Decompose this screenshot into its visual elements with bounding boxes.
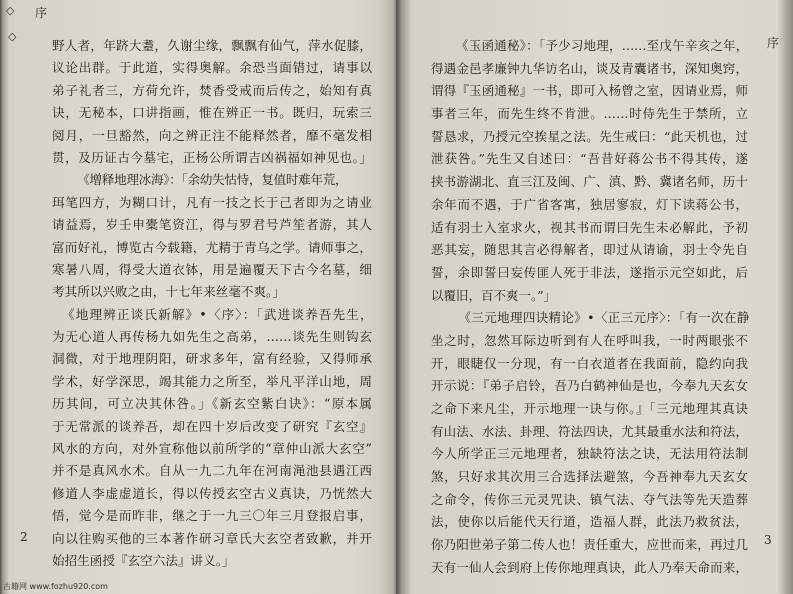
text-line: 为无心道人再传杨九如先生之高弟，……谈先生则钩玄 <box>52 329 372 345</box>
text-line: 事者三年，而先生终不肯泄。……时侍先生于禁所，立 <box>431 106 748 122</box>
text-line: 诀，无秘本，口讲指画，惟在辨正一书。既归，玩索三 <box>52 105 372 121</box>
text-line: 誓，余即誓曰妄传匪人死于非法，遂指示元空如此，后 <box>431 264 748 280</box>
text-line: 今人所学正三元地理者，独缺符法之诀，无法用符法制 <box>431 446 748 462</box>
diamond-ornament: ◇ <box>8 30 17 43</box>
text-line: 洞微，对于地理阴阳，研求多年，富有经验，又得师承 <box>52 351 372 367</box>
running-header: 序 <box>35 6 48 20</box>
left-page <box>0 0 396 594</box>
text-line: 之命下来凡尘，开示地理一诀与你。』「三元地理其真诀 <box>431 401 748 416</box>
text-line: 向以往购买他的三本著作研习章氏大玄空者致歉，并开 <box>52 530 372 546</box>
text-line: 法，使你以后能代天行道，造福人群，此法乃救贫法， <box>431 514 748 530</box>
text-line: 得遇金邑孝廉钟九华访名山，谈及青囊诸书，深知奥窍， <box>431 60 748 76</box>
text-line: 野人者，年跻大耋，久谢尘缘，飘飘有仙气，萍水促膝， <box>52 38 372 53</box>
text-line: 贯，及历证古今墓宅，正杨公所谓吉凶祸福如神见也。」 <box>52 149 372 165</box>
text-line: 历其间，可立决其休咎。」《新玄空紫白诀》：“原本属 <box>52 396 372 412</box>
text-line: 于无常派的谈养吾，却在四十岁后改变了研究『玄空』 <box>52 418 372 434</box>
text-line: 坐之时，忽然耳际边听到有人在呼叫我，一时两眼张不 <box>431 332 748 348</box>
text-line: 弟子礼者三，方荷允许，焚香受戒而后传之，始知有真 <box>52 82 372 98</box>
text-line: 恶其妄，随思其言必得解者，即过从请谕，羽士令先自 <box>431 242 748 258</box>
text-line: 始招生函授『玄空六法』讲义。」 <box>52 552 235 568</box>
text-line: 珥笔四方，为糊口计，凡有一技之长于己者即为之请业 <box>52 194 372 210</box>
text-line: 有山法、水法、卦理、符法四诀，尤其最重水法和符法， <box>431 423 748 439</box>
text-line: 风水的方向，对外宣称他以前所学的“章仲山派大玄空” <box>52 441 372 457</box>
text-line: 考其所以兴败之由，十七年来丝毫不爽。」 <box>52 284 285 300</box>
text-line: 适有羽士入室求火，视其书而谓曰先生未必解此，予初 <box>431 219 748 235</box>
left-page-text <box>52 35 372 572</box>
text-line: 泄获咎。”先生又自述曰：“吾昔好蒋公书不得其传，遂 <box>431 151 748 167</box>
text-line: 你乃阳世弟子第二传人也！责任重大，应世而来，再过几 <box>431 537 748 553</box>
text-line: 誓恳求，乃授元空挨星之法。先生戒曰：“此天机也，过 <box>431 128 748 144</box>
text-line: 开示说：『弟子启铃，吾乃白鹤神仙是也，今奉九天玄女 <box>431 378 748 394</box>
text-line: 《三元地理四诀精论》•〈正三元序〉：「有一次在静 <box>458 310 748 326</box>
text-line: 修道人李虚虚道长，得以传授玄空古义真诀，乃恍然大 <box>52 485 372 501</box>
text-line: 谓得『玉函通秘』一书，即可入杨曾之室，因请业焉，师 <box>431 83 748 99</box>
text-line: 《地理辨正谈氏新解》•〈序〉：「武进谈养吾先生， <box>62 306 372 322</box>
text-line: 阅月，一旦豁然，向之辨正注不能释然者，靡不毫发相 <box>52 127 372 143</box>
text-line: 挟书游湖北、直三江及闽、广、滇、黔、冀诸名师，历十 <box>431 174 748 190</box>
right-page <box>396 0 793 594</box>
text-line: 开，眼睫仅一分现，有一白衣道者在我面前，隐约向我 <box>431 355 748 371</box>
text-line: 《玉函通秘》：「予少习地理，……至戊午辛亥之年， <box>456 38 748 53</box>
watermark-text: 古籍网 www.fozhu920.com <box>3 582 108 591</box>
text-line: 并不是真风水术。自从一九二九年在河南渑池县遇江西 <box>52 463 372 479</box>
text-line: 之命令，传你三元灵咒诀、镇气法、夺气法等先天造葬 <box>431 491 748 507</box>
right-page-text <box>431 35 748 580</box>
text-line: 学术，好学深思，竭其能力之所至，举凡平洋山地，周 <box>52 373 372 389</box>
text-line: 以覆旧，百不爽一。”」 <box>431 287 557 303</box>
text-line: 天有一仙人会到府上传你地理真诀，此人乃奉天命而来， <box>431 559 748 575</box>
running-header: 序 <box>767 36 780 50</box>
text-line: 请益焉，岁壬申橐笔资江，得与罗君号芦笙者游，其人 <box>52 217 372 233</box>
text-line: 余年而不遇，于广省客寓，独居寥寂，灯下读蒋公书， <box>431 196 748 212</box>
page-number: 2 <box>20 530 28 544</box>
text-line: 议论出群。于此道，实得奥解。余恐当面错过，请事以 <box>52 60 372 76</box>
text-line: 《增释地理冰海》：「余幼失怙恃，复值时难年荒， <box>77 172 348 188</box>
page-number: 3 <box>764 533 772 547</box>
text-line: 富而好礼，博览古今载籍，尤精于青乌之学。请师事之， <box>52 239 372 255</box>
diamond-ornament: ◇ <box>6 4 15 17</box>
text-line: 寒暑八周，得受大道衣钵，用是遍覆天下古今名墓，细 <box>52 261 372 277</box>
text-line: 煞，只好求其次用三合选择法避煞，今吾神奉九天玄女 <box>431 469 748 485</box>
text-line: 悟，觉今是而昨非，继之于一九三〇年三月登报启事， <box>52 508 372 524</box>
